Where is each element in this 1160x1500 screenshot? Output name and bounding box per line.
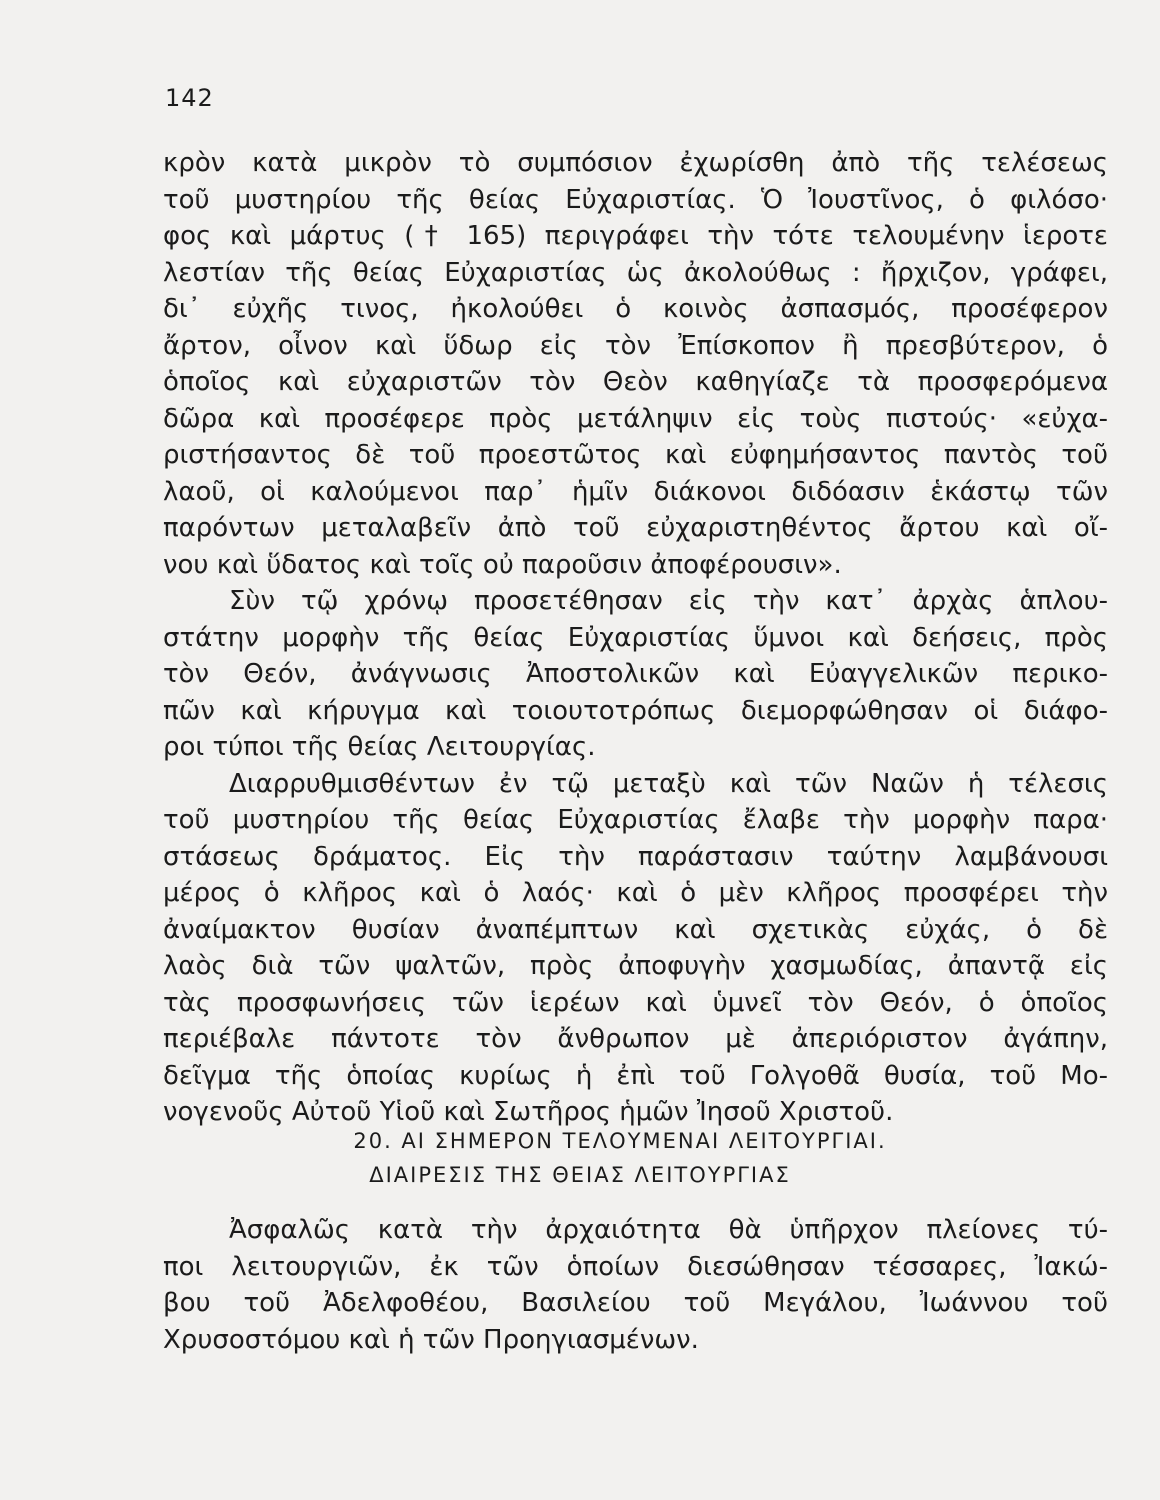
text-line: περιέβαλε πάντοτε τὸν ἄνθρωπον μὲ ἀπεριόριστον ἀγάπην, xyxy=(163,1024,1108,1054)
text-line-indented: Σὺν τῷ χρόνῳ προσετέθησαν εἰς τὴν κατ᾽ ἀρχὰς ἁπλου- xyxy=(229,586,1108,616)
text-line: στάτην μορφὴν τῆς θείας Εὐχαριστίας ὕμνοι καὶ δεήσεις, πρὸς xyxy=(163,622,1108,653)
section-heading-line-2: ΔΙΑΙΡΕΣΙΣ ΤΗΣ ΘΕΙΑΣ ΛΕΙΤΟΥΡΓΙΑΣ xyxy=(369,1163,791,1187)
page-number: 142 xyxy=(165,84,214,112)
text-line: πῶν καὶ κήρυγμα καὶ τοιουτοτρόπως διεμορφώθησαν οἱ διάφο- xyxy=(163,695,1108,726)
text-line: ἄρτον, οἶνον καὶ ὕδωρ εἰς τὸν Ἐπίσκοπον ἢ πρεσβύτερον, ὁ xyxy=(163,330,1108,361)
text-line: τὰς προσφωνήσεις τῶν ἱερέων καὶ ὑμνεῖ τὸν Θεόν, ὁ ὁποῖος xyxy=(163,987,1108,1018)
text-line: νογενοῦς Αὐτοῦ Υἱοῦ καὶ Σωτῆρος ἡμῶν Ἰησοῦ Χριστοῦ. xyxy=(163,1097,894,1127)
text-line: δεῖγμα τῆς ὁποίας κυρίως ἡ ἐπὶ τοῦ Γολγοθᾶ θυσία, τοῦ Μο- xyxy=(163,1060,1108,1091)
text-line: φος καὶ μάρτυς († 165) περιγράφει τὴν τότε τελουμένην ἱεροτε xyxy=(163,221,1108,251)
text-line: δῶρα καὶ προσέφερε πρὸς μετάληψιν εἰς τοὺς πιστούς· «εὐχα- xyxy=(163,403,1108,434)
text-line: ροι τύποι τῆς θείας Λειτουργίας. xyxy=(163,732,596,762)
text-line: κρὸν κατὰ μικρὸν τὸ συμπόσιον ἐχωρίσθη ἀπὸ τῆς τελέσεως xyxy=(163,148,1108,178)
text-line: παρόντων μεταλαβεῖν ἀπὸ τοῦ εὐχαριστηθέντος ἄρτου καὶ οἴ- xyxy=(163,513,1108,543)
text-line: λαὸς διὰ τῶν ψαλτῶν, πρὸς ἀποφυγὴν χασμωδίας, ἀπαντᾷ εἰς xyxy=(163,951,1108,981)
text-line: στάσεως δράματος. Εἰς τὴν παράστασιν ταύτην λαμβάνουσι xyxy=(163,841,1108,872)
main-text-block xyxy=(163,145,1108,1131)
text-line: δι᾽ εὐχῆς τινος, ἠκολούθει ὁ κοινὸς ἀσπασμός, προσέφερον xyxy=(163,294,1108,324)
text-line-indented: Ἀσφαλῶς κατὰ τὴν ἀρχαιότητα θὰ ὑπῆρχον πλείονες τύ- xyxy=(229,1215,1108,1245)
text-line: Χρυσοστόμου καὶ ἡ τῶν Προηγιασμένων. xyxy=(163,1324,699,1355)
text-line: τοῦ μυστηρίου τῆς θείας Εὐχαριστίας. Ὁ Ἰουστῖνος, ὁ φιλόσο· xyxy=(163,184,1108,215)
text-line: ποι λειτουργιῶν, ἐκ τῶν ὁποίων διεσώθησαν τέσσαρες, Ἰακώ- xyxy=(163,1251,1108,1282)
text-line-indented: Διαρρυθμισθέντων ἐν τῷ μεταξὺ καὶ τῶν Ναῶν ἡ τέλεσις xyxy=(229,768,1108,799)
text-line: τοῦ μυστηρίου τῆς θείας Εὐχαριστίας ἔλαβε τὴν μορφὴν παρα· xyxy=(163,805,1108,835)
text-line: νου καὶ ὕδατος καὶ τοῖς οὐ παροῦσιν ἀποφέρουσιν». xyxy=(163,549,842,580)
text-line: ὁποῖος καὶ εὐχαριστῶν τὸν Θεὸν καθηγίαζε τὰ προσφερόμενα xyxy=(163,367,1108,397)
section-text-block xyxy=(163,1212,1108,1358)
text-line: λαοῦ, οἱ καλούμενοι παρ᾽ ἡμῖν διάκονοι διδόασιν ἑκάστῳ τῶν xyxy=(163,476,1108,507)
text-line: λεστίαν τῆς θείας Εὐχαριστίας ὡς ἀκολούθως : ἤρχιζον, γράφει, xyxy=(163,257,1108,288)
text-line: βου τοῦ Ἀδελφοθέου, Βασιλείου τοῦ Μεγάλου, Ἰωάννου τοῦ xyxy=(163,1288,1108,1318)
text-line: ριστήσαντος δὲ τοῦ προεστῶτος καὶ εὐφημήσαντος παντὸς τοῦ xyxy=(163,440,1108,470)
text-line: ἀναίμακτον θυσίαν ἀναπέμπτων καὶ σχετικὰς εὐχάς, ὁ δὲ xyxy=(163,914,1108,945)
text-line: μέρος ὁ κλῆρος καὶ ὁ λαός· καὶ ὁ μὲν κλῆρος προσφέρει τὴν xyxy=(163,878,1108,908)
section-heading-line-1: 20. ΑΙ ΣΗΜΕΡΟΝ ΤΕΛΟΥΜΕΝΑΙ ΛΕΙΤΟΥΡΓΙΑΙ. xyxy=(353,1129,887,1153)
text-line: τὸν Θεόν, ἀνάγνωσις Ἀποστολικῶν καὶ Εὐαγγελικῶν περικο- xyxy=(163,659,1108,689)
